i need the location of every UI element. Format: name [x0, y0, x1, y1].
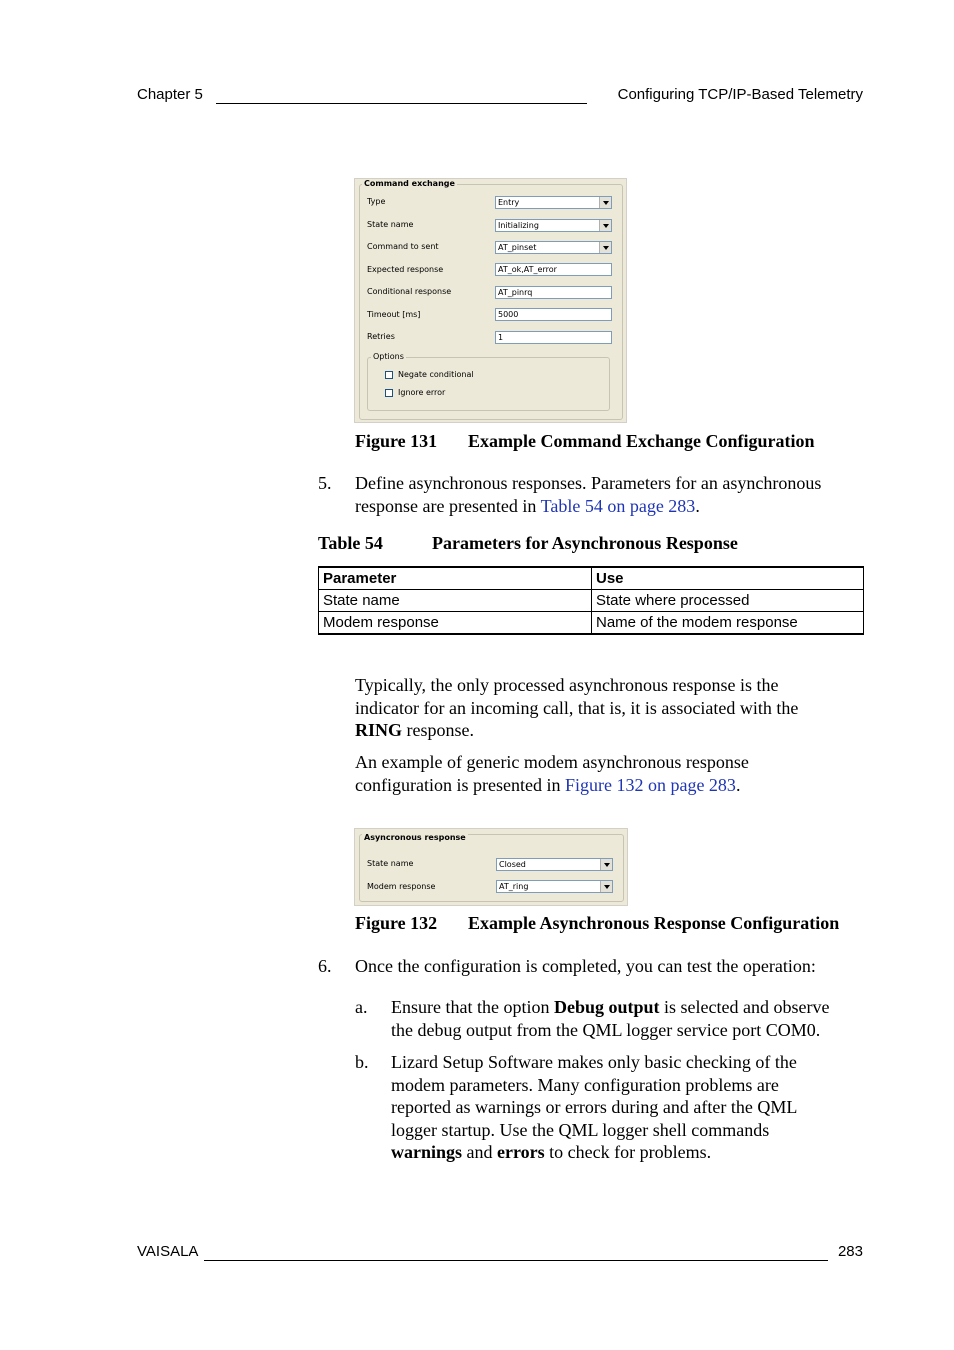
retries-input[interactable]: 1 [495, 331, 612, 344]
figure-131-caption: Example Command Exchange Configuration [468, 431, 815, 451]
substep-a-part1: Ensure that the option [391, 997, 554, 1017]
debug-output-keyword: Debug output [553, 997, 660, 1017]
negate-conditional-label: Negate conditional [398, 370, 474, 379]
paragraph-example-line1: An example of generic modem asynchronous response [355, 752, 749, 772]
table-54-link[interactable]: Table 54 on page 283 [540, 495, 696, 516]
substep-a-letter: a. [355, 997, 368, 1017]
chevron-down-icon[interactable] [599, 242, 611, 253]
command-exchange-panel [354, 178, 627, 423]
type-select[interactable] [495, 196, 612, 209]
paragraph-ring-line3: response. [402, 720, 474, 740]
paragraph-example [355, 751, 875, 796]
paragraph-example-line2: configuration is presented in [355, 774, 565, 795]
type-value: Entry [498, 198, 520, 207]
retries-label: Retries [367, 332, 395, 341]
chevron-down-icon[interactable] [600, 859, 612, 870]
substep-b-text [391, 1051, 881, 1164]
timeout-label: Timeout [ms] [367, 310, 421, 319]
substep-b-end: to check for problems. [544, 1142, 712, 1162]
table-row [319, 612, 864, 635]
substep-b-mid: and [462, 1142, 498, 1162]
state-name-value: Initializing [498, 221, 539, 230]
modem-response-select[interactable] [496, 880, 613, 893]
command-exchange-title: Command exchange [364, 179, 455, 188]
paragraph-ring [355, 674, 875, 742]
table-54-caption: Parameters for Asynchronous Response [432, 533, 738, 553]
errors-keyword: errors [497, 1142, 545, 1162]
chevron-down-icon[interactable] [599, 220, 611, 231]
expected-response-input[interactable]: AT_ok,AT_error [495, 263, 612, 276]
table-cell: State where processed [592, 590, 864, 612]
options-title: Options [373, 352, 404, 361]
async-state-name-select[interactable] [496, 858, 613, 871]
figure-132-link[interactable]: Figure 132 on page 283 [564, 774, 736, 795]
paragraph-ring-line2: indicator for an incoming call, that is, it is associated with the [355, 697, 799, 718]
options-group [367, 357, 610, 411]
async-state-name-value: Closed [499, 860, 526, 869]
header-title: Configuring TCP/IP-Based Telemetry [617, 86, 863, 103]
command-select[interactable] [495, 241, 612, 254]
step-6-text: Once the configuration is completed, you can test the operation: [355, 956, 816, 976]
ignore-error-checkbox[interactable] [385, 389, 393, 397]
chevron-down-icon[interactable] [599, 197, 611, 208]
figure-132-number: Figure 132 [355, 913, 438, 933]
table-54-number: Table 54 [318, 533, 383, 553]
table-row [319, 590, 864, 612]
type-label: Type [367, 197, 386, 206]
header-rule [216, 103, 587, 104]
figure-131-number: Figure 131 [355, 431, 438, 451]
substep-a-text [391, 996, 881, 1041]
conditional-response-input[interactable]: AT_pinrq [495, 286, 612, 299]
conditional-response-label: Conditional response [367, 287, 452, 296]
expected-response-label: Expected response [367, 265, 444, 274]
substep-b-line2: modem parameters. Many configuration problems are [391, 1074, 779, 1095]
command-value: AT_pinset [498, 243, 537, 252]
substep-b-letter: b. [355, 1052, 369, 1072]
async-response-panel [354, 828, 628, 906]
async-state-name-label: State name [367, 859, 414, 868]
figure-132-caption: Example Asynchronous Response Configuration [468, 913, 840, 933]
negate-conditional-checkbox[interactable] [385, 371, 393, 379]
table-header-row [319, 567, 864, 590]
parameters-table [318, 566, 864, 635]
paragraph-example-end: . [735, 774, 741, 795]
substep-a-part2: is selected and observe [659, 997, 830, 1017]
paragraph-ring-line1: Typically, the only processed asynchronous response is the [355, 675, 779, 695]
ignore-error-label: Ignore error [398, 388, 446, 397]
step-5-line2: response are presented in [355, 495, 541, 516]
state-name-select[interactable] [495, 219, 612, 232]
footer-rule [204, 1260, 828, 1261]
table-cell: State name [319, 590, 592, 612]
substep-b-line1: Lizard Setup Software makes only basic checking of the [391, 1052, 797, 1072]
warnings-keyword: warnings [391, 1142, 463, 1162]
table-cell: Modem response [319, 612, 592, 635]
step-5-text [355, 472, 875, 517]
header-chapter: Chapter 5 [137, 86, 203, 103]
substep-a-line2: the debug output from the QML logger service port COM0. [391, 1019, 821, 1040]
modem-response-label: Modem response [367, 882, 436, 891]
substep-b-line4: logger startup. Use the QML logger shell commands [391, 1119, 770, 1140]
timeout-input[interactable]: 5000 [495, 308, 612, 321]
state-name-label: State name [367, 220, 414, 229]
footer-company: VAISALA [137, 1243, 199, 1260]
step-5-number: 5. [318, 473, 332, 493]
table-header-parameter: Parameter [319, 567, 592, 590]
step-6-number: 6. [318, 956, 332, 976]
ring-keyword: RING [355, 720, 403, 740]
step-5-end: . [695, 495, 700, 516]
modem-response-value: AT_ring [499, 882, 529, 891]
page-number: 283 [837, 1243, 863, 1260]
substep-b-line3: reported as warnings or errors during and after the QML [391, 1097, 798, 1117]
chevron-down-icon[interactable] [600, 881, 612, 892]
command-label: Command to sent [367, 242, 439, 251]
table-header-use: Use [592, 567, 864, 590]
step-5-line1: Define asynchronous responses. Parameters for an asynchronous [355, 473, 822, 493]
table-cell: Name of the modem response [592, 612, 864, 635]
async-response-title: Asyncronous response [364, 833, 466, 842]
